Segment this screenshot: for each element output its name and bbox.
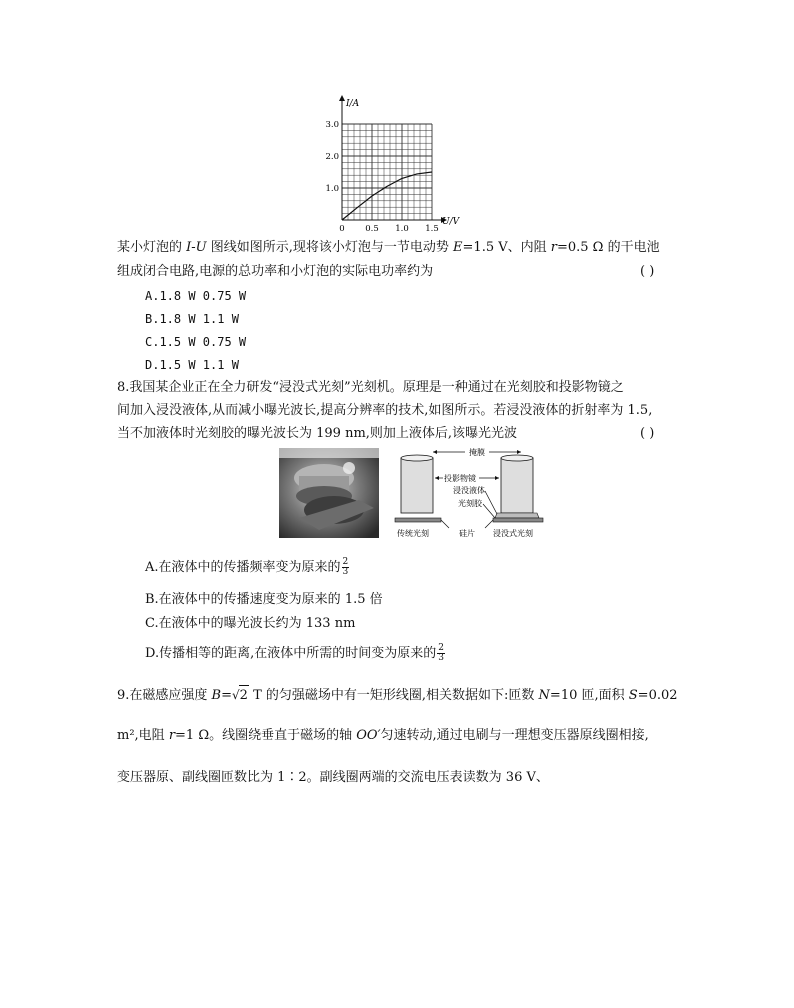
lithography-photo [279,448,379,538]
sqrt-symbol: √ [232,688,240,702]
q9-text: 9.在磁感应强度 [117,688,212,703]
q9-text: m²,电阻 [117,728,169,743]
q9-r-symbol: r [168,728,176,743]
q9-s-symbol: S [628,688,638,703]
q7-option-d: D.1.5 W 1.1 W [145,358,239,372]
q8-option-a-text: A.在液体中的传播频率变为原来的 [145,560,341,575]
lens-label: 投影物镜 [444,474,476,483]
x-tick-label: 0.5 [365,224,379,234]
q7-emf-symbol: E [453,240,463,255]
y-axis-label: I/A [346,99,360,109]
q7-iu-symbol: I-U [186,240,207,255]
chart-axes [339,95,447,223]
y-tick-label: 1.0 [325,184,339,194]
q8-option-d-text: D.传播相等的距离,在液体中所需的时间变为原来的 [145,646,437,661]
q9-text: =0.02 [637,688,678,703]
iu-curve-line [342,172,432,220]
q8-answer-paren: ( ) [640,426,655,441]
fraction-denominator: 3 [438,653,444,663]
fraction-denominator: 3 [342,567,349,577]
mask-label: 掩膜 [469,448,485,457]
x-tick-label: 0 [339,224,345,234]
q7-option-b: B.1.8 W 1.1 W [145,312,239,326]
traditional-caption: 传统光刻 [397,529,429,538]
lithography-diagram [393,446,545,542]
y-axis-arrow [339,95,345,101]
x-axis-label: U/V [442,217,460,227]
q7-text: 某小灯泡的 [117,240,187,255]
chart-series [342,172,432,220]
q8-option-d [145,644,445,664]
fraction-two-thirds [342,558,350,577]
q9-text: =10 匝,面积 [549,688,629,703]
q8-stem-line3: 当不加液体时光刻胶的曝光波长为 199 nm,则加上液体后,该曝光光波 [117,426,518,441]
q7-text: 图线如图所示,现将该小灯泡与一节电动势 [206,240,454,255]
q7-r-symbol: r [550,240,557,255]
q9-text: 匀速转动,通过电刷与一理想变压器原线圈相接, [380,728,649,743]
iu-chart [318,92,478,234]
q9-n-symbol: N [538,688,550,703]
q9-stem-line3: 变压器原、副线圈匝数比为 1∶2。副线圈两端的交流电压表读数为 36 V、 [117,770,549,785]
q8-stem-line1: 8.我国某企业正在全力研发“浸没式光刻”光刻机。原理是一种通过在光刻胶和投影物镜之 [117,380,624,395]
q8-option-a [145,558,349,578]
q7-text: =0.5 Ω 的干电池 [556,240,660,255]
wafer-label: 硅片 [459,529,475,538]
q9-stem-line1 [117,685,678,706]
q8-option-c: C.在液体中的曝光波长约为 133 nm [145,616,356,631]
resist-label: 光刻胶 [458,499,482,508]
q8-option-b: B.在液体中的传播速度变为原来的 1.5 倍 [145,592,383,607]
q9-axis-symbol: OO′ [356,728,381,743]
q9-b-symbol: B [211,688,222,703]
q8-stem-line2: 间加入浸没液体,从而减小曝光波长,提高分辨率的技术,如图所示。若浸没液体的折射率为 1.5, [117,403,653,418]
q7-stem-line1 [117,238,660,258]
liquid-label: 浸没液体 [453,486,485,495]
fraction-numerator: 2 [438,643,444,653]
y-tick-label: 2.0 [325,152,339,162]
fraction-numerator: 2 [342,557,349,567]
q9-text: =1 Ω。线圈绕垂直于磁场的轴 [175,728,357,743]
q7-option-c: C.1.5 W 0.75 W [145,335,247,349]
q7-answer-paren: ( ) [640,264,655,279]
q7-stem-line2: 组成闭合电路,电源的总功率和小灯泡的实际电功率约为 [117,264,434,279]
fraction-two-thirds [437,644,445,663]
y-tick-label: 3.0 [325,120,339,130]
x-tick-label: 1.0 [395,224,409,234]
q7-option-a: A.1.8 W 0.75 W [145,289,247,303]
immersion-caption: 浸没式光刻 [493,529,533,538]
q7-text: =1.5 V、内阻 [462,240,551,255]
q9-text: T 的匀强磁场中有一矩形线圈,相关数据如下:匝数 [248,688,539,703]
q9-text: = [221,688,233,703]
x-tick-label: 1.5 [425,224,439,234]
q9-stem-line2 [117,726,649,746]
sqrt-radicand: 2 [239,685,249,706]
chart-grid [342,124,432,220]
